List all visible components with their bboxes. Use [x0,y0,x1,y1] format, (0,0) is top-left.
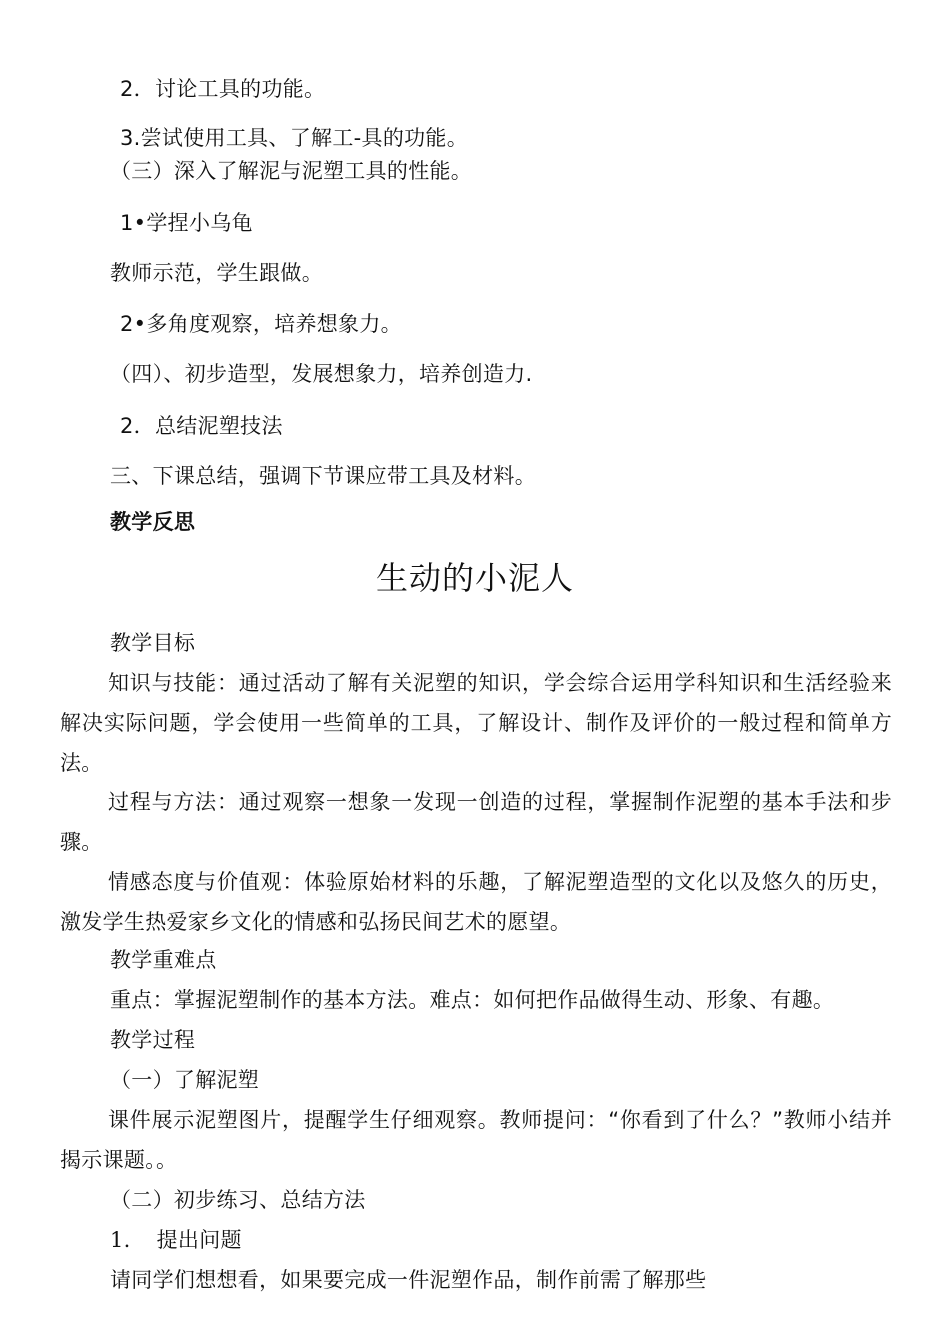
line-turtle: 1•学捏小乌龟 [120,211,253,235]
list-item-text: 提出问题 [156,1228,242,1252]
heading-key-difficult-points: 教学重难点 [110,948,217,972]
heading-teaching-goals: 教学目标 [110,631,196,655]
line-section-four: （四）、初步造型，发展想象力，培养创造力. [110,362,533,386]
line-key-points: 重点：掌握泥塑制作的基本方法。难点：如何把作品做得生动、形象、有趣。 [110,988,835,1012]
line-summary-technique: 2．总结泥塑技法 [120,414,283,438]
line-last: 请同学们想想看，如果要完成一件泥塑作品，制作前需了解那些 [110,1268,707,1292]
page-title: 生动的小泥人 [375,559,574,597]
paragraph-emotion-values: 情感态度与价值观：体验原始材料的乐趣，了解泥塑造型的文化以及悠久的历史，激发学生热爱家乡文化的情感和弘扬民间艺术的愿望。 [60,870,892,934]
heading-teaching-process: 教学过程 [110,1028,196,1052]
list-item-raise-question [110,1225,242,1255]
list-number: 1. [110,1228,131,1252]
line-try-tools: 3.尝试使用工具、了解工-具的功能。 [120,126,469,150]
line-discuss-tools: 2．讨论工具的功能。 [120,77,326,101]
line-multi-angle: 2•多角度观察，培养想象力。 [120,312,402,336]
paragraph-process-method: 过程与方法：通过观察一想象一发现一创造的过程，掌握制作泥塑的基本手法和步骤。 [60,790,892,854]
line-class-summary: 三、下课总结，强调下节课应带工具及材料。 [110,464,536,488]
paragraph-knowledge-skills: 知识与技能：通过活动了解有关泥塑的知识，学会综合运用学科知识和生活经验来解决实际问题，学会使用一些简单的工具，了解设计、制作及评价的一般过程和简单方法。 [60,671,892,775]
line-step-two: （二）初步练习、总结方法 [110,1188,366,1212]
paragraph-step-one-text: 课件展示泥塑图片，提醒学生仔细观察。教师提问：“你看到了什么？”教师小结并揭示课题。。 [60,1108,892,1172]
line-section-three: （三）深入了解泥与泥塑工具的性能。 [110,159,473,183]
heading-teaching-reflection: 教学反思 [110,510,196,534]
line-step-one: （一）了解泥塑 [110,1068,260,1092]
line-teacher-demo: 教师示范，学生跟做。 [110,261,323,285]
